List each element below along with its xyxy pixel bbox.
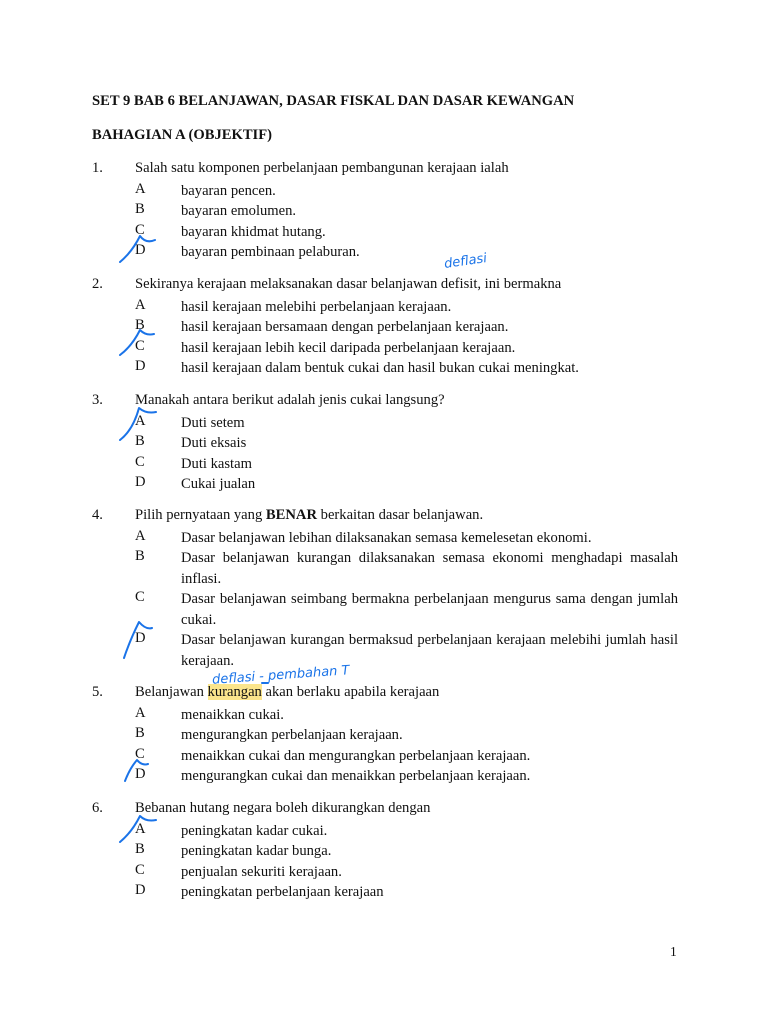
option-letter: D bbox=[135, 630, 146, 646]
handwritten-note-pembahan: deflasi - pembahan T bbox=[211, 663, 350, 688]
option-d bbox=[0, 474, 768, 495]
option-text: Duti eksais bbox=[181, 435, 247, 451]
document-title: SET 9 BAB 6 BELANJAWAN, DASAR FISKAL DAN DASAR KEWANGAN bbox=[92, 93, 575, 109]
option-letter: D bbox=[135, 358, 146, 374]
option-d bbox=[0, 358, 768, 379]
option-letter: A bbox=[135, 820, 146, 837]
option-letter: C bbox=[135, 337, 145, 354]
question-text-part: akan berlaku apabila kerajaan bbox=[261, 684, 440, 700]
option-text: Dasar belanjawan lebihan dilaksanakan semasa kemelesetan ekonomi. bbox=[181, 529, 592, 546]
option-letter: B bbox=[135, 201, 145, 217]
option-text: bayaran khidmat hutang. bbox=[181, 223, 326, 240]
option-text: Dasar belanjawan kurangan dilaksanakan semasa ekonomi menghadapi masalah inflasi. bbox=[181, 550, 678, 587]
option-text: Duti kastam bbox=[181, 455, 252, 472]
option-b bbox=[0, 201, 768, 222]
page-number: 1 bbox=[670, 944, 677, 959]
option-letter: A bbox=[135, 296, 146, 313]
option-b bbox=[0, 841, 768, 862]
emphasis-text: BENAR bbox=[265, 507, 317, 523]
option-a bbox=[0, 413, 768, 434]
question-text: Sekiranya kerajaan melaksanakan dasar belanjawan defisit, ini bermakna bbox=[135, 276, 562, 292]
option-a bbox=[0, 297, 768, 318]
option-text: mengurangkan perbelanjaan kerajaan. bbox=[181, 727, 403, 743]
option-text: Cukai jualan bbox=[181, 476, 256, 492]
handwritten-note-deflasi: deflasi bbox=[443, 251, 488, 272]
option-text: Duti setem bbox=[181, 414, 245, 431]
question-number: 3. bbox=[92, 392, 103, 408]
question-text-part: Belanjawan bbox=[135, 684, 208, 700]
option-b bbox=[0, 725, 768, 746]
option-letter: B bbox=[135, 317, 145, 333]
option-letter: A bbox=[135, 412, 146, 429]
option-a bbox=[0, 821, 768, 842]
question-number: 2. bbox=[92, 276, 103, 292]
section-heading: BAHAGIAN A (OBJEKTIF) bbox=[92, 127, 273, 143]
option-letter: B bbox=[135, 548, 145, 564]
question-number: 1. bbox=[92, 160, 103, 176]
option-text: peningkatan kadar cukai. bbox=[181, 822, 328, 839]
option-text: menaikkan cukai dan mengurangkan perbelanjaan kerajaan. bbox=[181, 747, 531, 764]
option-d bbox=[0, 630, 768, 671]
option-letter: A bbox=[135, 527, 146, 544]
option-text: mengurangkan cukai dan menaikkan perbelanjaan kerajaan. bbox=[181, 768, 531, 784]
option-c bbox=[0, 589, 768, 630]
option-letter: A bbox=[135, 180, 146, 197]
option-d bbox=[0, 242, 768, 263]
option-c bbox=[0, 454, 768, 475]
option-a bbox=[0, 528, 768, 549]
option-letter: B bbox=[135, 725, 145, 741]
option-text: peningkatan perbelanjaan kerajaan bbox=[181, 884, 384, 900]
option-letter: A bbox=[135, 704, 146, 721]
option-b bbox=[0, 317, 768, 338]
option-text: Dasar belanjawan seimbang bermakna perbelanjaan mengurus sama dengan jumlah cukai. bbox=[181, 591, 678, 628]
option-text: Dasar belanjawan kurangan bermaksud perbelanjaan kerajaan melebihi jumlah hasil kerajaan. bbox=[181, 632, 678, 669]
option-letter: C bbox=[135, 453, 145, 470]
option-text: bayaran pembinaan pelaburan. bbox=[181, 244, 360, 260]
option-letter: B bbox=[135, 841, 145, 857]
option-letter: C bbox=[135, 589, 145, 605]
option-text: menaikkan cukai. bbox=[181, 706, 284, 723]
option-letter: C bbox=[135, 221, 145, 238]
option-b bbox=[0, 548, 768, 589]
option-text: hasil kerajaan dalam bentuk cukai dan hasil bukan cukai meningkat. bbox=[181, 360, 579, 376]
option-letter: C bbox=[135, 745, 145, 762]
option-d bbox=[0, 882, 768, 903]
option-letter: D bbox=[135, 474, 146, 490]
question-text: Salah satu komponen perbelanjaan pembangunan kerajaan ialah bbox=[135, 160, 509, 176]
option-letter: D bbox=[135, 766, 146, 782]
option-text: bayaran pencen. bbox=[181, 182, 276, 199]
question-number: 5. bbox=[92, 684, 103, 700]
question-number: 6. bbox=[92, 800, 103, 816]
option-text: hasil kerajaan lebih kecil daripada perbelanjaan kerajaan. bbox=[181, 339, 516, 356]
option-a bbox=[0, 705, 768, 726]
option-a bbox=[0, 181, 768, 202]
question-number: 4. bbox=[92, 507, 103, 523]
option-c bbox=[0, 862, 768, 883]
highlighted-word: kurangan bbox=[207, 684, 262, 700]
option-letter: B bbox=[135, 433, 145, 449]
option-text: hasil kerajaan melebihi perbelanjaan kerajaan. bbox=[181, 298, 452, 315]
question-text bbox=[135, 684, 439, 701]
option-c bbox=[0, 746, 768, 767]
option-letter: D bbox=[135, 242, 146, 258]
option-text: penjualan sekuriti kerajaan. bbox=[181, 863, 342, 880]
question-text: Bebanan hutang negara boleh dikurangkan dengan bbox=[135, 800, 431, 816]
option-text: hasil kerajaan bersamaan dengan perbelanjaan kerajaan. bbox=[181, 319, 509, 335]
question-text-part: Pilih pernyataan yang bbox=[135, 507, 266, 523]
option-b bbox=[0, 433, 768, 454]
option-text: bayaran emolumen. bbox=[181, 203, 297, 219]
option-letter: C bbox=[135, 861, 145, 878]
option-c bbox=[0, 338, 768, 359]
option-d bbox=[0, 766, 768, 787]
option-text: peningkatan kadar bunga. bbox=[181, 843, 332, 859]
question-text bbox=[135, 507, 483, 524]
option-c bbox=[0, 222, 768, 243]
question-text-part: berkaitan dasar belanjawan. bbox=[317, 507, 484, 523]
option-letter: D bbox=[135, 882, 146, 898]
question-text: Manakah antara berikut adalah jenis cukai langsung? bbox=[135, 392, 445, 408]
